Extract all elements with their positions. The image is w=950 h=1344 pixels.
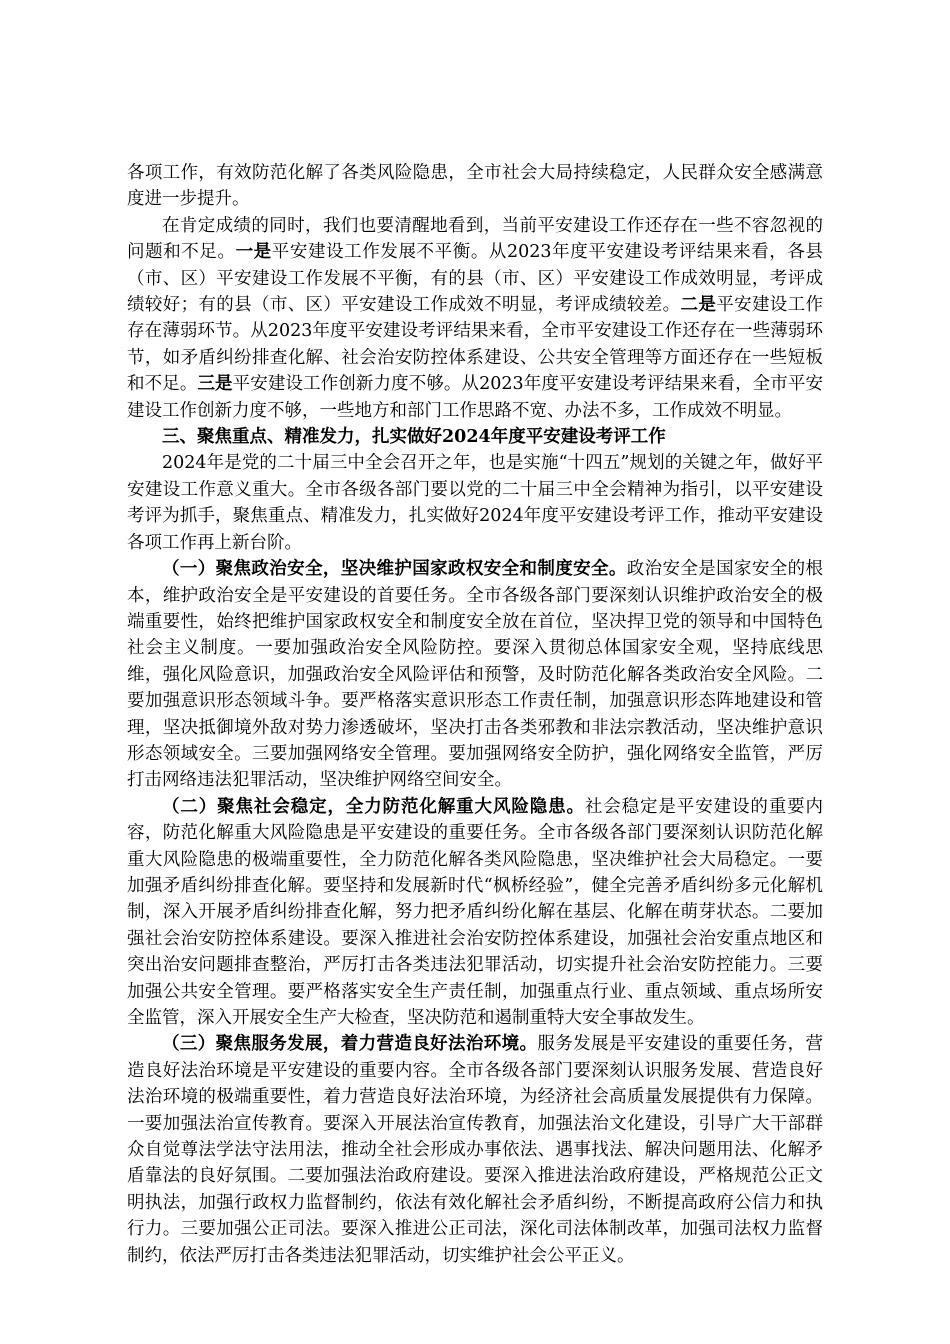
item-2-body: 社会稳定是平安建设的重要内容，防范化解重大风险隐患是平安建设的重要任务。全市各级各部门要深刻认识防范化解重大风险隐患的极端重要性，全力防范化解各类风险隐患，坚决维护社会大局稳定。一要加强矛盾纠纷排查化解。要坚持和发展新时代“枫桥经验”，健全完善矛盾纠纷多元化解机制，深入开展矛盾纠纷排查化解，努力把矛盾纠纷化解在基层、化解在萌芽状态。二要加强社会治安防控体系建设。要深入推进社会治安防控体系建设，加强社会治安重点地区和突出治安问题排查整治，严厉打击各类违法犯罪活动，切实提升社会治安防控能力。三要加强公共安全管理。要严格落实安全生产责任制，加强重点行业、重点领域、重点场所安全监管，深入开展安全生产大检查，坚决防范和遏制重特大安全事故发生。 xyxy=(127,796,824,1028)
item-2-paragraph xyxy=(127,794,823,1032)
paragraph-intro-end: 各项工作，有效防范化解了各类风险隐患，全市社会大局持续稳定，人民群众安全感满意度进一步提升。 xyxy=(127,163,823,210)
point-1-text: 平安建设工作发展不平衡。从2023年度平安建设考评结果来看，各县（市、区）平安建设工作发展不平衡，有的县（市、区）平安建设工作成效明显，考评成绩较好；有的县（市、区）平安建设工作成效不明显，考评成绩较差。 xyxy=(127,242,824,316)
item-1-title: （一）聚焦政治安全，坚决维护国家政权安全和制度安全。 xyxy=(162,559,627,580)
document-body xyxy=(127,160,823,1269)
problems-lead: 在肯定成绩的同时，我们也要清醒地看到，当前平安建设工作还存在一些不容忽视的问题和不足。 xyxy=(127,215,823,263)
item-1-body: 政治安全是国家安全的根本，维护政治安全是平安建设的首要任务。全市各级各部门要深刻认识维护政治安全的极端重要性，始终把维护国家政权安全和制度安全放在首位，坚决捍卫党的领导和中国特色社会主义制度。一要加强政治安全风险防控。要深入贯彻总体国家安全观，坚持底线思维，强化风险意识，加强政治安全风险评估和预警，及时防范化解各类政治安全风险。二要加强意识形态领域斗争。要严格落实意识形态工作责任制，加强意识形态阵地建设和管理，坚决抵御境外敌对势力渗透破坏，坚决打击各类邪教和非法宗教活动，坚决维护意识形态领域安全。三要加强网络安全管理。要加强网络安全防护，强化网络安全监管，严厉打击网络违法犯罪活动，坚决维护网络空间安全。 xyxy=(127,559,823,791)
item-3-paragraph xyxy=(127,1031,823,1269)
item-3-body: 服务发展是平安建设的重要任务，营造良好法治环境是平安建设的重要内容。全市各级各部门要深刻认识服务发展、营造良好法治环境的极端重要性，着力营造良好法治环境，为经济社会高质量发展提供有力保障。一要加强法治宣传教育。要深入开展法治宣传教育，加强法治文化建设，引导广大干部群众自觉尊法学法守法用法，推动全社会形成办事依法、遇事找法、解决问题用法、化解矛盾靠法的良好氛围。二要加强法治政府建设。要深入推进法治政府建设，严格规范公正文明执法，加强行政权力监督制约，依法有效化解社会矛盾纠纷，不断提高政府公信力和执行力。三要加强公正司法。要深入推进公正司法，深化司法体制改革，加强司法权力监督制约，依法严厉打击各类违法犯罪活动，切实维护社会公平正义。 xyxy=(127,1034,823,1266)
point-3-text: 平安建设工作创新力度不够。从2023年度平安建设考评结果来看，全市平安建设工作创新力度不够，一些地方和部门工作思路不宽、办法不多，工作成效不明显。 xyxy=(127,374,824,421)
point-3-label: 三是 xyxy=(197,374,233,395)
item-1-paragraph xyxy=(127,556,823,794)
point-1-label: 一是 xyxy=(235,242,272,263)
item-3-title: （三）聚焦服务发展，着力营造良好法治环境。 xyxy=(162,1034,538,1055)
point-2-label: 二是 xyxy=(680,295,717,316)
paragraph-problems xyxy=(127,213,823,424)
section-3-heading: 三、聚焦重点、精准发力，扎实做好2024年度平安建设考评工作 xyxy=(162,427,666,448)
paragraph-2024: 2024年是党的二十届三中全会召开之年，也是实施“十四五”规划的关键之年，做好平安建设工作意义重大。全市各级各部门要以党的二十届三中全会精神为指引，以平安建设考评为抓手，聚焦重点、精准发力，扎实做好2024年度平安建设考评工作，推动平安建设各项工作再上新台阶。 xyxy=(127,453,823,553)
item-2-title: （二）聚焦社会稳定，全力防范化解重大风险隐患。 xyxy=(162,796,585,817)
point-2-text: 平安建设工作存在薄弱环节。从2023年度平安建设考评结果来看，全市平安建设工作还存在一些薄弱环节，如矛盾纠纷排查化解、社会治安防控体系建设、公共安全管理等方面还存在一些短板和不足。 xyxy=(127,295,824,395)
